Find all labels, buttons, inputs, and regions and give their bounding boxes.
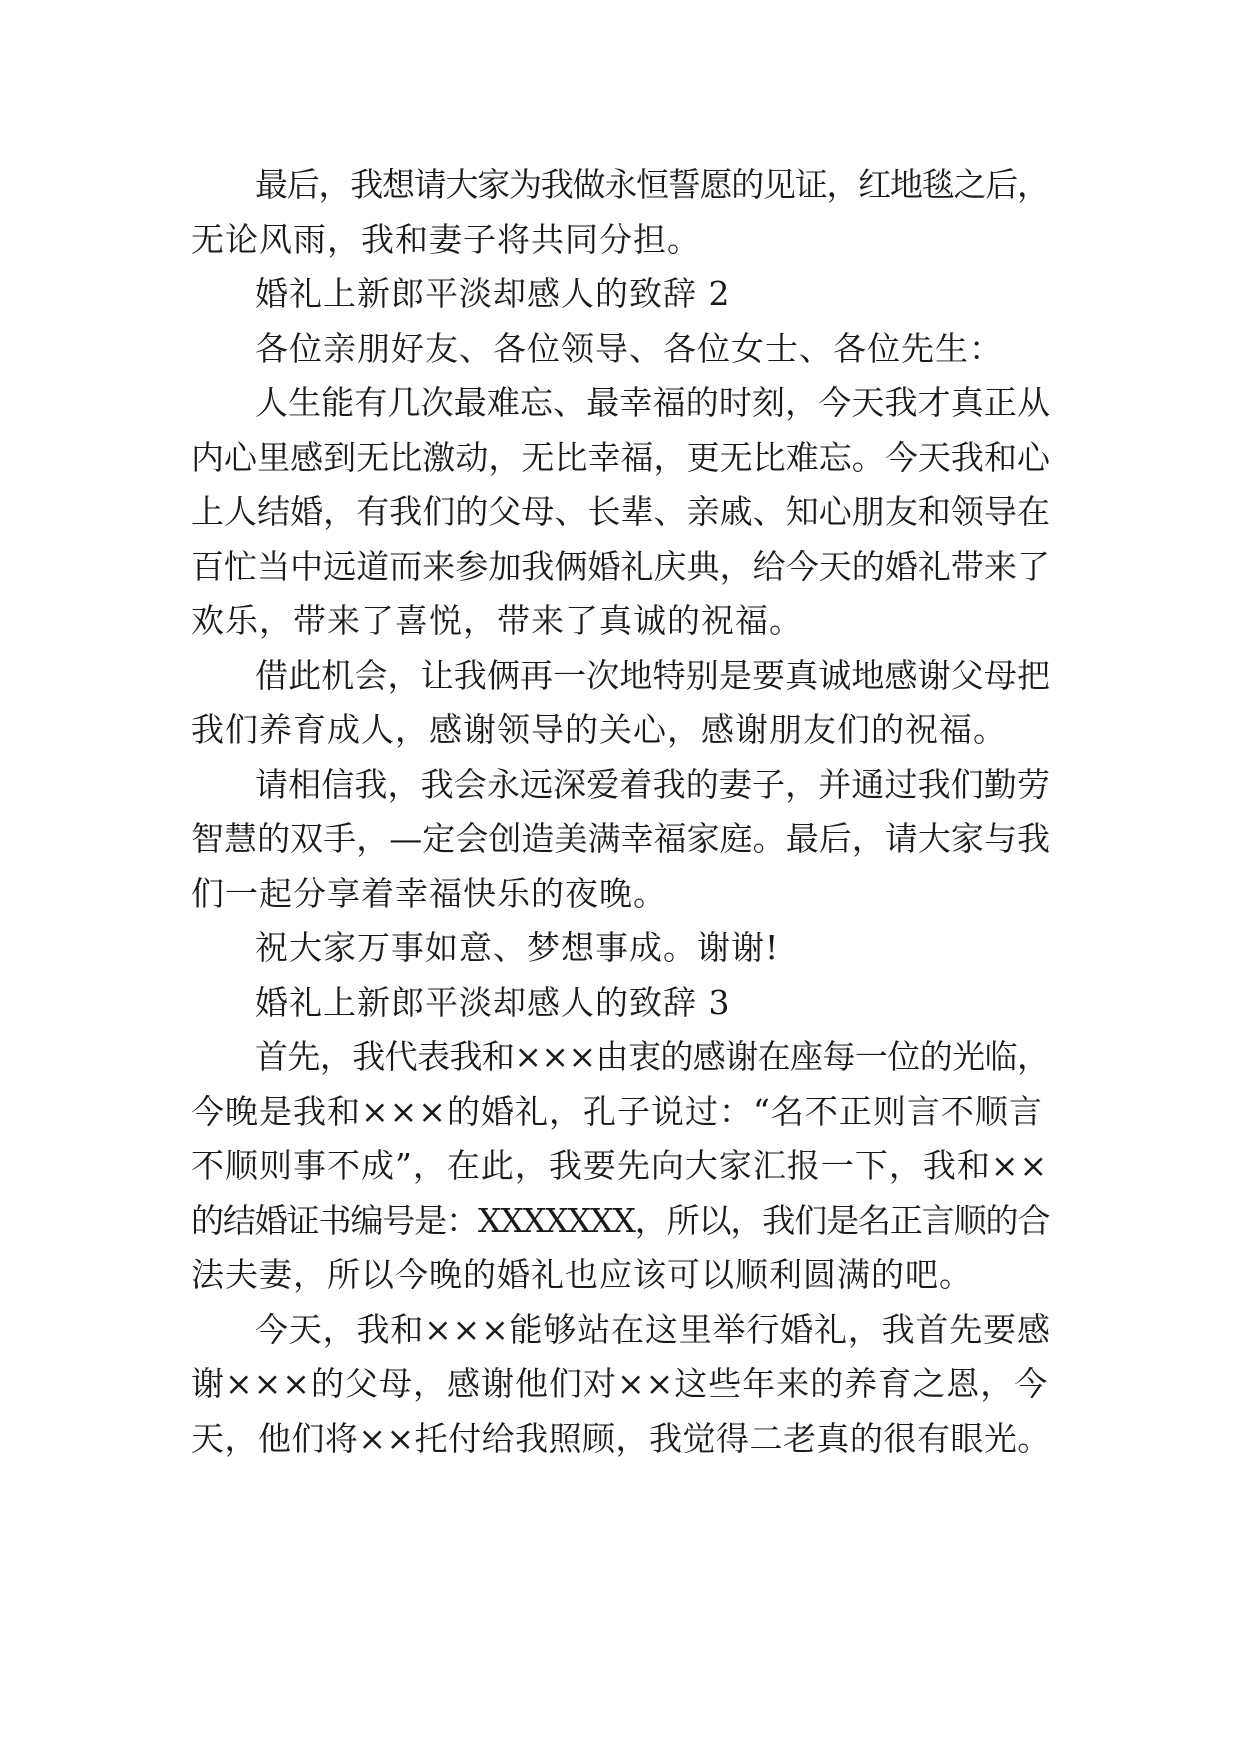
text-line: 无论风雨，我和妻子将共同分担。 xyxy=(191,219,701,259)
text-line: 人生能有几次最难忘、最幸福的时刻，今天我才真正从 xyxy=(255,383,1051,422)
text-line: 祝大家万事如意、梦想事成。谢谢! xyxy=(255,928,780,967)
text-line: 的结婚证书编号是：XXXXXXX，所以，我们是名正言顺的合 xyxy=(191,1200,1050,1240)
text-line: 上人结婚，有我们的父母、长辈、亲戚、知心朋友和领导在 xyxy=(191,492,1051,531)
text-line: 借此机会，让我俩再一次地特别是要真诚地感谢父母把 xyxy=(255,655,1051,695)
text-line: 谢×××的父母，感谢他们对××这些年来的养育之恩，今 xyxy=(191,1364,1049,1403)
text-line: 智慧的双手，—定会创造美满幸福家庭。最后，请大家与我 xyxy=(191,819,1051,858)
text-line: 天，他们将××托付给我照顾，我觉得二老真的很有眼光。 xyxy=(191,1418,1051,1458)
text-line: 我们养育成人，感谢领导的关心，感谢朋友们的祝福。 xyxy=(191,710,1007,749)
text-line: 今晚是我和×××的婚礼，孔子说过：“名不正则言不顺言 xyxy=(191,1091,1043,1131)
text-line: 婚礼上新郎平淡却感人的致辞 3 xyxy=(255,982,731,1022)
text-line: 内心里感到无比激动，无比幸福，更无比难忘。今天我和心 xyxy=(191,437,1051,477)
text-line: 首先，我代表我和×××由衷的感谢在座每一位的光临， xyxy=(255,1037,1050,1076)
text-line: 百忙当中远道而来参加我俩婚礼庆典，给今天的婚礼带来了 xyxy=(191,546,1051,586)
text-line: 不顺则事不成”，在此，我要先向大家汇报一下，我和×× xyxy=(191,1146,1049,1185)
text-line: 法夫妻，所以今晚的婚礼也应该可以顺利圆满的吧。 xyxy=(191,1255,973,1294)
text-line: 婚礼上新郎平淡却感人的致辞 2 xyxy=(255,274,731,313)
text-line: 请相信我，我会永远深爱着我的妻子，并通过我们勤劳 xyxy=(255,764,1051,804)
text-line: 各位亲朋好友、各位领导、各位女士、各位先生： xyxy=(255,328,1003,368)
text-line: 们一起分享着幸福快乐的夜晚。 xyxy=(191,873,667,913)
text-line: 今天，我和×××能够站在这里举行婚礼，我首先要感 xyxy=(255,1309,1051,1349)
text-line: 欢乐，带来了喜悦，带来了真诚的祝福。 xyxy=(191,601,803,640)
text-line: 最后，我想请大家为我做永恒誓愿的见证，红地毯之后， xyxy=(255,165,1049,204)
